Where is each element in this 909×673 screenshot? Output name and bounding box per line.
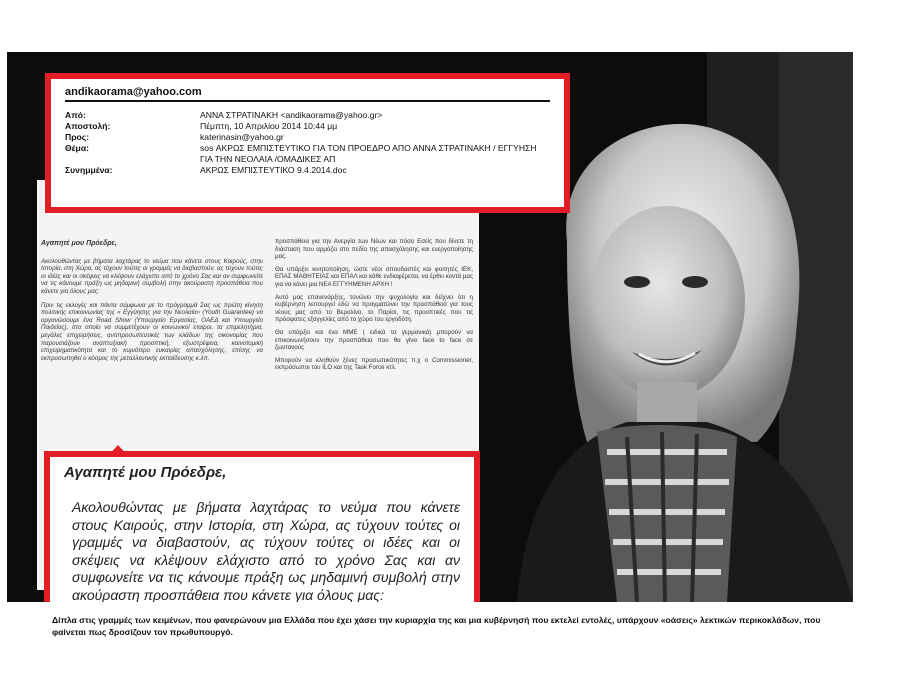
email-label: Θέμα: (65, 143, 89, 153)
letter-left-column (41, 240, 263, 368)
email-label: Αποστολή: (65, 121, 111, 131)
divider (65, 100, 550, 102)
email-header-highlight (45, 73, 570, 213)
email-value: katerinasin@yahoo.gr (200, 132, 284, 142)
letter-paragraph: Πριν τις εκλογές και πάντα σύμφωνα με το πρόγραμμά Σας ως πρώτη κίνηση πολιτικής επικοινωνίας της « Εγγύησης για την Νεολαία» (Youth Guarantee) να οργανώσουμε ένα Road Show (Υπουργείο Εργασίας, ΟΑΕΔ και Υπουργείο Παιδείας), στο οποίο να συμμετέχουν οι κοινωνικοί εταίροι, τα επιμελητήρια, μεγάλες επιχειρήσεις, αντιπροσωπευτικές των κλάδων της οικονομίας που παρουσιάζουν αναπτυξιακή προοπτική, εξωστρέφεια, καινοτομική επιχειρηματικότητα και το κυριότερο ευκαιρίες απασχόλησης, επίσης να εκπροσωπηθεί ο κόσμος της μεταλλευτικής εκπαίδευσης κ.λπ. (41, 301, 263, 362)
email-address: andikaorama@yahoo.com (65, 86, 202, 98)
zoom-body-text: Ακολουθώντας με βήματα λαχτάρας το νεύμα που κάνετε στους Καιρούς, στην Ιστορία, στη Χώρα, ας τύχουν τούτες οι γραμμές να διαβαστούν, ας τύχουν τούτες οι ιδέες και οι σκέψεις να κλέψουν ελάχιστο από το χρόνο Σας και αν συμφωνείτε να τις κάνουμε πράξη ως μηδαμινή συμβολή στην ακούραστη προσπάθεια που κάνετε για όλους μας: (72, 499, 460, 602)
photo-caption: Δίπλα στις γραμμές των κειμένων, που φανερώνουν μια Ελλάδα που έχει χάσει την κυριαρχία της και μια κυβέρνησή που εκτελεί εντολές, υπάρχουν «οάσεις» λεκτικών περικοκλάδων, που φαίνεται πως δροσίζουν τον πρωθυπουργό. (52, 615, 821, 637)
letter-greeting: Αγαπητέ μου Πρόεδρε, (41, 240, 117, 247)
letter-paragraph: Ακολουθώντας με βήματα λαχτάρας το νεύμα που κάνετε στους Καιρούς, στην Ιστορία, στη Χώρα, ας τύχουν τούτες οι γραμμές να διαβαστούν, ας τύχουν τούτες οι ιδέες και οι σκέψεις να κλέψουν ελάχιστο από το χρόνο Σας και αν συμφωνείτε να τις κάνουμε πράξη ως μηδαμινή συμβολή στην ακούραστη προσπάθεια που κάνετε για όλους μας: (41, 257, 263, 295)
letter-paragraph: Θα υπάρξει και ένα ΜΜΕ ( ειδικά τα γερμανικά) μπορούν να επικοινωνήσουν την προσπάθεια που θα γίνει face to face σε ζωντανούς (275, 328, 473, 352)
letter-paragraph: Μπορούν να κληθούν ξένες προσωπικότητες π.χ ο Commissioner, εκπρόσωποι του ILO και της Task Force κτλ. (275, 356, 473, 372)
letter-paragraph: προσπάθεια για την Ανεργία των Νέων και πόσο Εσείς που δίνετε τη διάσταση που αρμόζει στο πεδίο της απασχόλησης και ενεργοποίησης μας. (275, 238, 473, 261)
zoom-greeting: Αγαπητέ μου Πρόεδρε, (64, 464, 227, 481)
email-row-sent (65, 121, 550, 132)
email-label: Συνημμένα: (65, 165, 113, 175)
email-row-to (65, 132, 550, 143)
email-value: sos ΑΚΡΩΣ ΕΜΠΙΣΤΕΥΤΙΚΟ ΓΙΑ ΤΟΝ ΠΡΟΕΔΡΟ ΑΠΟ ΑΝΝΑ ΣΤΡΑΤΙΝΑΚΗ / ΕΓΓΥΗΣΗ ΓΙΑ ΤΗΝ ΝΕΟΛΑΙΑ /ΟΜΑΔΙΚΕΣ ΑΠ (200, 143, 537, 164)
photo-collage (7, 52, 853, 602)
email-row-from (65, 110, 550, 121)
email-value: ΑΝΝΑ ΣΤΡΑΤΙΝΑΚΗ <andikaorama@yahoo.gr> (200, 110, 383, 120)
email-label: Προς: (65, 132, 90, 142)
email-row-subject (65, 143, 550, 165)
letter-paragraph: Αυτό μας επανενάρξης, τονώνει την ψυχολογία και δείχνει ότι η κυβέρνηση λειτουργεί εδώ να πραγματώνει την προσπάθεια για τους νέους μας από το Βερολίνο, το Παρίσι, τις προοπτικές που τις πρόσφατες εξαγγελίες από το χώρο του εργοδότη. (275, 293, 473, 324)
letter-zoom-highlight (44, 451, 480, 602)
email-value: ΑΚΡΩΣ ΕΜΠΙΣΤΕΥΤΙΚΟ 9.4.2014.doc (200, 165, 347, 175)
letter-paragraph: Θα υπάρξει κινητοποίηση, ώστε νέοι σπουδαστές και φοιτητές ΙΕΚ, ΕΠΑΣ ΜΑΘΗΤΕΙΑΣ και ΕΠΑΛ και κάθε ενδιαφέρεται, να έρθει κοντά μας για να κάνει μια ΝΕΑ ΕΓΓΥΗΜΕΝΗ ΑΡΧΗ ! (275, 265, 473, 288)
email-value: Πέμπτη, 10 Απριλίου 2014 10:44 μμ (200, 121, 338, 131)
email-row-attachments (65, 165, 550, 176)
email-label: Από: (65, 110, 86, 120)
letter-right-column (275, 238, 473, 377)
